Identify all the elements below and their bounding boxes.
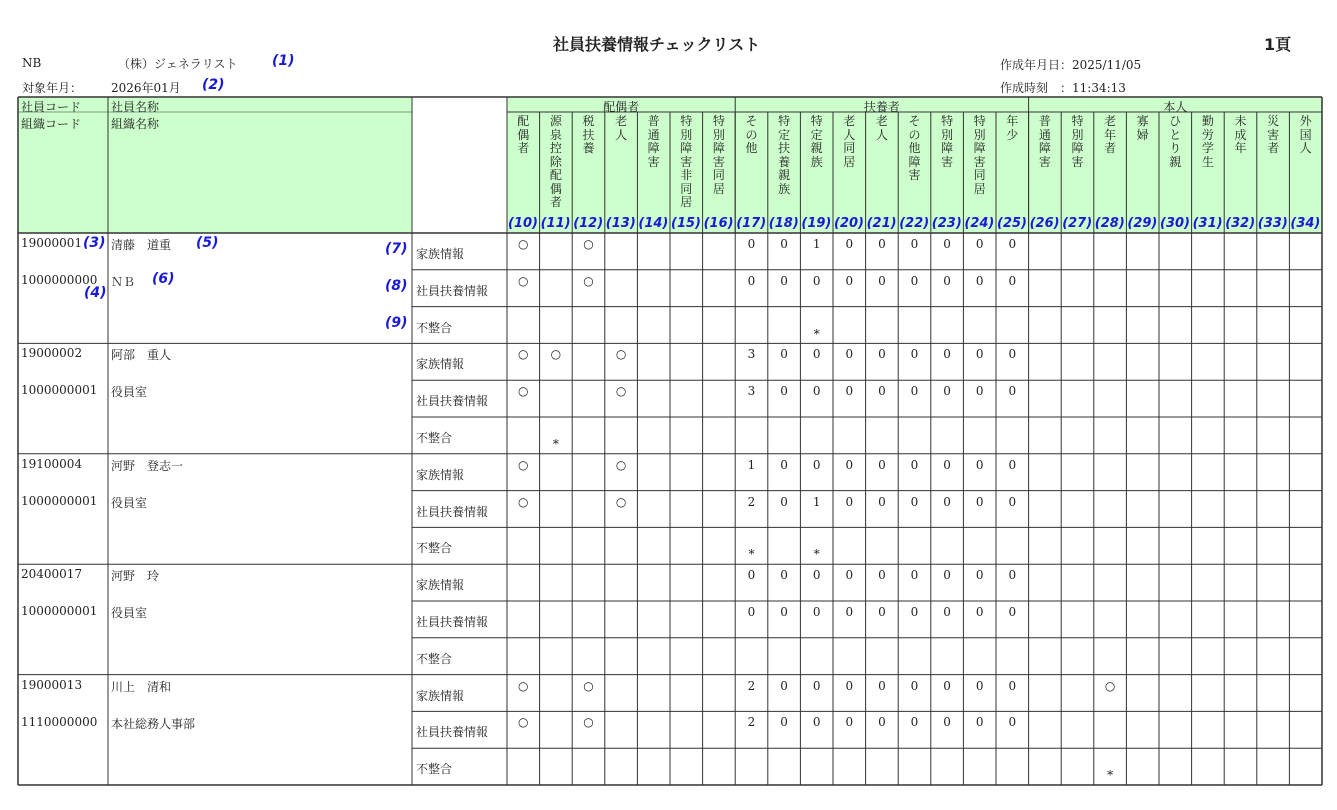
annotation-26: (26) bbox=[1029, 216, 1060, 231]
annotation-7: (7) bbox=[385, 241, 408, 257]
count-value: 0 bbox=[975, 568, 984, 583]
column-header-21: ひとり親 bbox=[1169, 114, 1182, 169]
row-label-mismatch: 不整合 bbox=[416, 651, 453, 666]
org-name: ＮＢ bbox=[111, 275, 136, 289]
annotation-29: (29) bbox=[1127, 216, 1158, 231]
annotation-30: (30) bbox=[1160, 216, 1190, 231]
count-value: 0 bbox=[1008, 273, 1017, 288]
count-value: 0 bbox=[845, 678, 854, 693]
annotation-27: (27) bbox=[1062, 216, 1093, 231]
count-value: 1 bbox=[747, 457, 756, 472]
employee-name-header: 社員名称 bbox=[111, 100, 160, 114]
org-code: 1110000000 bbox=[21, 714, 98, 729]
employee-code-header: 社員コード bbox=[21, 100, 82, 114]
column-header-13: その他障害 bbox=[908, 114, 921, 182]
count-value: 0 bbox=[943, 568, 951, 583]
count-value: 0 bbox=[780, 568, 788, 583]
count-value: 2 bbox=[747, 715, 756, 730]
employee-name: 阿部 重人 bbox=[111, 348, 172, 363]
mismatch-mark: * bbox=[748, 547, 755, 562]
circle-mark: ○ bbox=[615, 457, 627, 472]
count-value: 0 bbox=[943, 678, 951, 693]
row-label-family-info: 家族情報 bbox=[416, 578, 465, 593]
count-value: 0 bbox=[878, 347, 886, 362]
circle-mark: ○ bbox=[518, 347, 529, 362]
count-value: 0 bbox=[878, 457, 886, 472]
count-value: 0 bbox=[943, 347, 951, 362]
count-value: 3 bbox=[747, 347, 756, 362]
annotation-12: (12) bbox=[573, 216, 604, 231]
count-value: 0 bbox=[780, 237, 788, 251]
count-value: 0 bbox=[943, 605, 951, 619]
annotation-19: (19) bbox=[801, 216, 832, 231]
count-value: 0 bbox=[747, 568, 756, 583]
count-value: 0 bbox=[845, 457, 854, 472]
count-value: 2 bbox=[747, 494, 756, 509]
column-header-5: 普通障害 bbox=[647, 114, 660, 169]
column-header-8: その他 bbox=[745, 114, 758, 155]
count-value: 0 bbox=[812, 457, 821, 472]
count-value: 0 bbox=[812, 568, 821, 583]
count-value: 0 bbox=[910, 384, 919, 399]
row-label-dependent-info: 社員扶養情報 bbox=[416, 283, 489, 298]
circle-mark: ○ bbox=[518, 237, 529, 251]
count-value: 0 bbox=[975, 494, 984, 509]
mismatch-mark: * bbox=[552, 437, 559, 451]
column-header-15: 特別障害同居 bbox=[973, 114, 986, 196]
spouse-group-header: 配偶者 bbox=[603, 100, 640, 114]
count-value: 0 bbox=[1008, 605, 1017, 619]
column-header-3: 税扶養 bbox=[582, 114, 595, 155]
annotation-5: (5) bbox=[196, 235, 219, 251]
count-value: 0 bbox=[780, 494, 788, 509]
column-header-24: 災害者 bbox=[1267, 114, 1280, 155]
row-label-dependent-info: 社員扶養情報 bbox=[416, 504, 489, 519]
count-value: 0 bbox=[1008, 715, 1017, 730]
count-value: 0 bbox=[943, 457, 951, 472]
annotation-2: (2) bbox=[202, 77, 225, 93]
circle-mark: ○ bbox=[615, 384, 627, 399]
column-header-19: 老年者 bbox=[1104, 114, 1117, 155]
annotation-13: (13) bbox=[605, 216, 636, 231]
count-value: 0 bbox=[975, 273, 984, 288]
count-value: 0 bbox=[878, 273, 886, 288]
annotation-16: (16) bbox=[703, 216, 734, 231]
count-value: 0 bbox=[747, 237, 756, 251]
count-value: 0 bbox=[975, 605, 984, 619]
annotation-28: (28) bbox=[1094, 216, 1125, 231]
count-value: 2 bbox=[747, 678, 756, 693]
count-value: 0 bbox=[1008, 494, 1017, 509]
count-value: 0 bbox=[812, 273, 821, 288]
count-value: 0 bbox=[845, 494, 854, 509]
count-value: 0 bbox=[910, 605, 919, 619]
org-code: 1000000001 bbox=[21, 493, 98, 508]
row-label-dependent-info: 社員扶養情報 bbox=[416, 725, 489, 740]
count-value: 0 bbox=[812, 347, 821, 362]
employee-code: 19000013 bbox=[21, 677, 83, 692]
count-value: 0 bbox=[910, 273, 919, 288]
count-value: 0 bbox=[780, 347, 788, 362]
count-value: 0 bbox=[780, 605, 788, 619]
count-value: 0 bbox=[1008, 457, 1017, 472]
count-value: 0 bbox=[943, 715, 951, 730]
target-month-value: 2026年01月 bbox=[111, 81, 181, 95]
count-value: 1 bbox=[812, 494, 821, 509]
count-value: 0 bbox=[878, 494, 886, 509]
annotation-10: (10) bbox=[508, 216, 538, 231]
employee-code: 20400017 bbox=[21, 567, 83, 582]
employee-name: 河野 玲 bbox=[111, 569, 160, 584]
org-name: 役員室 bbox=[111, 606, 148, 621]
mismatch-mark: * bbox=[813, 547, 820, 562]
row-label-dependent-info: 社員扶養情報 bbox=[416, 394, 489, 409]
count-value: 0 bbox=[780, 384, 788, 399]
employee-name: 河野 登志一 bbox=[111, 458, 184, 473]
circle-mark: ○ bbox=[550, 347, 562, 362]
employee-name: 川上 清和 bbox=[111, 679, 172, 694]
annotation-14: (14) bbox=[638, 216, 669, 231]
count-value: 0 bbox=[878, 237, 886, 251]
annotation-21: (21) bbox=[866, 216, 897, 231]
column-header-16: 年少 bbox=[1006, 114, 1019, 142]
count-value: 0 bbox=[1008, 678, 1017, 693]
circle-mark: ○ bbox=[518, 494, 529, 509]
circle-mark: ○ bbox=[518, 678, 529, 693]
count-value: 0 bbox=[878, 678, 886, 693]
count-value: 1 bbox=[812, 237, 821, 251]
row-label-mismatch: 不整合 bbox=[416, 541, 453, 556]
company-code: NB bbox=[22, 56, 42, 70]
count-value: 0 bbox=[845, 568, 854, 583]
circle-mark: ○ bbox=[518, 273, 529, 288]
annotation-15: (15) bbox=[671, 216, 701, 231]
org-code: 1000000001 bbox=[21, 383, 98, 398]
org-code: 1000000000 bbox=[21, 273, 98, 287]
count-value: 0 bbox=[845, 605, 854, 619]
column-header-17: 普通障害 bbox=[1038, 114, 1051, 169]
annotation-32: (32) bbox=[1225, 216, 1256, 231]
column-header-6: 特別障害非同居 bbox=[680, 114, 693, 209]
count-value: 0 bbox=[943, 273, 951, 288]
column-header-23: 未成年 bbox=[1234, 114, 1247, 155]
count-value: 0 bbox=[975, 678, 984, 693]
count-value: 0 bbox=[878, 605, 886, 619]
page-number: 1頁 bbox=[1264, 35, 1292, 54]
count-value: 0 bbox=[878, 384, 886, 399]
count-value: 0 bbox=[878, 568, 886, 583]
annotation-34: (34) bbox=[1290, 216, 1321, 231]
employee-code: 19000002 bbox=[21, 346, 83, 361]
column-header-11: 老人同居 bbox=[843, 114, 856, 169]
annotation-20: (20) bbox=[834, 216, 864, 231]
count-value: 0 bbox=[910, 568, 919, 583]
annotation-23: (23) bbox=[931, 216, 962, 231]
column-header-2: 源泉控除配偶者 bbox=[549, 114, 562, 209]
annotation-25: (25) bbox=[997, 216, 1027, 231]
count-value: 0 bbox=[812, 715, 821, 730]
count-value: 0 bbox=[747, 605, 756, 619]
count-value: 0 bbox=[975, 237, 984, 251]
row-label-family-info: 家族情報 bbox=[416, 357, 465, 372]
count-value: 0 bbox=[845, 384, 854, 399]
count-value: 0 bbox=[943, 237, 951, 251]
count-value: 0 bbox=[975, 715, 984, 730]
mismatch-mark: * bbox=[813, 326, 820, 341]
count-value: 0 bbox=[975, 457, 984, 472]
annotation-1: (1) bbox=[272, 53, 295, 69]
column-header-22: 勤労学生 bbox=[1201, 114, 1214, 169]
count-value: 0 bbox=[975, 347, 984, 362]
column-header-25: 外国人 bbox=[1299, 114, 1312, 155]
count-value: 0 bbox=[780, 678, 788, 693]
column-header-9: 特定扶養親族 bbox=[778, 114, 791, 196]
circle-mark: ○ bbox=[518, 457, 529, 472]
count-value: 0 bbox=[845, 237, 854, 251]
created-date: 作成年月日：2025/11/05 bbox=[1000, 58, 1142, 72]
org-name: 役員室 bbox=[111, 385, 148, 400]
column-header-20: 寡婦 bbox=[1136, 114, 1149, 142]
count-value: 0 bbox=[975, 384, 984, 399]
circle-mark: ○ bbox=[518, 384, 529, 399]
column-header-4: 老人 bbox=[615, 114, 628, 142]
row-label-family-info: 家族情報 bbox=[416, 467, 465, 482]
count-value: 0 bbox=[910, 715, 919, 730]
annotation-33: (33) bbox=[1257, 216, 1288, 231]
count-value: 0 bbox=[910, 347, 919, 362]
annotation-17: (17) bbox=[736, 216, 767, 231]
row-label-mismatch: 不整合 bbox=[416, 762, 453, 777]
org-code-header: 組織コード bbox=[21, 117, 82, 131]
count-value: 0 bbox=[780, 715, 788, 730]
count-value: 0 bbox=[878, 715, 886, 730]
annotation-6: (6) bbox=[152, 271, 175, 287]
count-value: 0 bbox=[1008, 237, 1017, 251]
annotation-4: (4) bbox=[84, 285, 107, 301]
target-month-label: 対象年月： bbox=[22, 81, 83, 95]
count-value: 0 bbox=[812, 384, 821, 399]
mismatch-mark: * bbox=[1107, 768, 1114, 783]
count-value: 0 bbox=[747, 273, 756, 288]
count-value: 0 bbox=[943, 384, 951, 399]
row-label-mismatch: 不整合 bbox=[416, 431, 453, 445]
org-name: 本社総務人事部 bbox=[111, 716, 196, 731]
circle-mark: ○ bbox=[615, 494, 627, 509]
page-title: 社員扶養情報チェックリスト bbox=[553, 35, 761, 54]
circle-mark: ○ bbox=[1104, 678, 1116, 693]
column-header-18: 特別障害 bbox=[1071, 114, 1084, 169]
circle-mark: ○ bbox=[583, 678, 594, 693]
column-header-7: 特別障害同居 bbox=[712, 114, 725, 196]
created-time: 作成時刻 ：11:34:13 bbox=[1000, 81, 1126, 95]
column-header-14: 特別障害 bbox=[941, 114, 954, 169]
circle-mark: ○ bbox=[583, 715, 594, 730]
count-value: 0 bbox=[910, 494, 919, 509]
org-code: 1000000001 bbox=[21, 604, 98, 619]
row-label-family-info: 家族情報 bbox=[416, 688, 465, 703]
count-value: 0 bbox=[910, 678, 919, 693]
count-value: 0 bbox=[812, 678, 821, 693]
circle-mark: ○ bbox=[518, 715, 529, 730]
employee-name: 清藤 道重 bbox=[111, 238, 172, 252]
count-value: 0 bbox=[780, 457, 788, 472]
annotation-11: (11) bbox=[540, 216, 571, 231]
org-name: 役員室 bbox=[111, 495, 148, 510]
column-header-1: 配偶者 bbox=[517, 114, 530, 155]
company-name: （株）ジェネラリスト bbox=[118, 57, 238, 71]
dependents-group-header: 扶養者 bbox=[863, 100, 900, 114]
self-group-header: 本人 bbox=[1163, 100, 1188, 114]
column-header-12: 老人 bbox=[875, 114, 888, 142]
annotation-22: (22) bbox=[899, 216, 930, 231]
circle-mark: ○ bbox=[583, 273, 594, 288]
row-label-family-info: 家族情報 bbox=[416, 247, 465, 261]
row-label-dependent-info: 社員扶養情報 bbox=[416, 615, 489, 629]
count-value: 0 bbox=[910, 457, 919, 472]
count-value: 0 bbox=[943, 494, 951, 509]
count-value: 0 bbox=[1008, 384, 1017, 399]
count-value: 0 bbox=[845, 273, 854, 288]
count-value: 0 bbox=[845, 715, 854, 730]
count-value: 0 bbox=[780, 273, 788, 288]
annotation-3: (3) bbox=[83, 235, 106, 251]
count-value: 3 bbox=[747, 384, 756, 399]
circle-mark: ○ bbox=[583, 237, 594, 251]
employee-code: 19100004 bbox=[21, 456, 83, 471]
annotation-18: (18) bbox=[768, 216, 799, 231]
employee-code: 19000001 bbox=[21, 236, 83, 250]
annotation-31: (31) bbox=[1192, 216, 1223, 231]
org-name-header: 組織名称 bbox=[111, 117, 160, 131]
circle-mark: ○ bbox=[615, 347, 627, 362]
row-label-mismatch: 不整合 bbox=[416, 320, 453, 335]
annotation-24: (24) bbox=[964, 216, 995, 231]
count-value: 0 bbox=[812, 605, 821, 619]
column-header-10: 特定親族 bbox=[810, 114, 823, 169]
annotation-8: (8) bbox=[385, 277, 408, 294]
count-value: 0 bbox=[1008, 568, 1017, 583]
count-value: 0 bbox=[1008, 347, 1017, 362]
count-value: 0 bbox=[845, 347, 854, 362]
count-value: 0 bbox=[910, 237, 919, 251]
annotation-9: (9) bbox=[385, 314, 408, 331]
